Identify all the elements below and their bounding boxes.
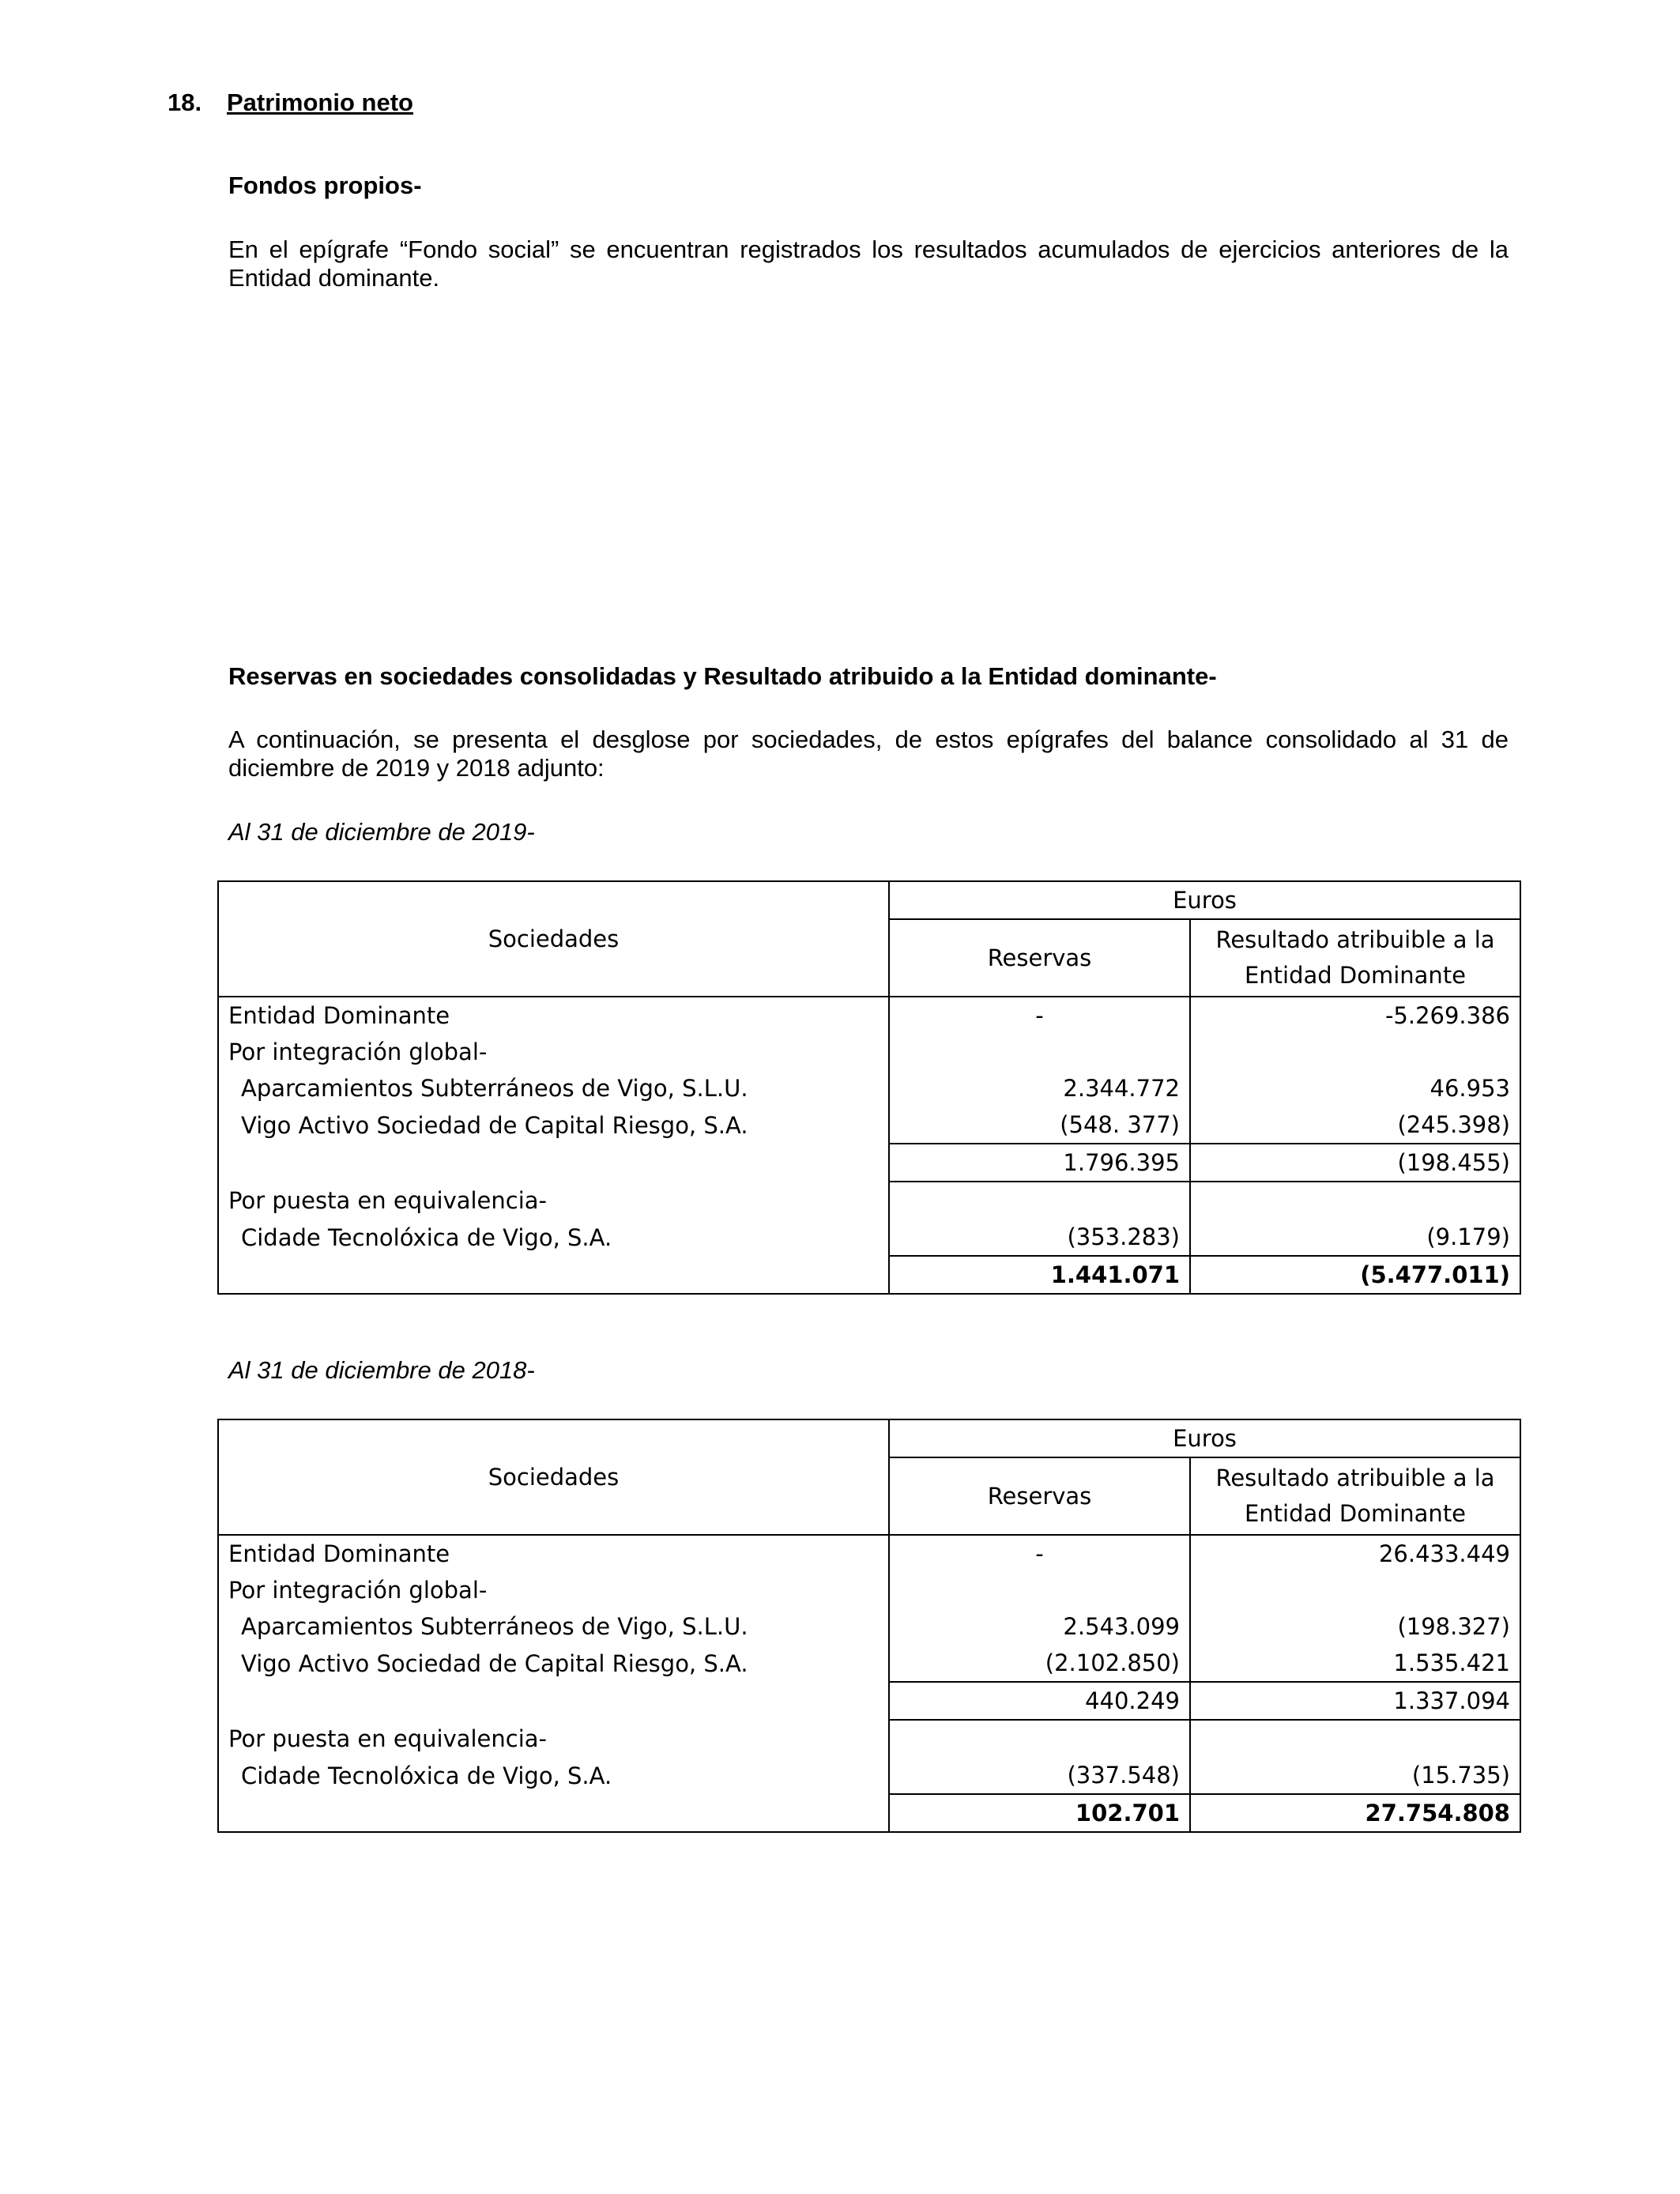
row-resultado: 1.535.421 bbox=[1190, 1645, 1520, 1682]
section-number: 18. bbox=[168, 89, 202, 116]
table-2019 bbox=[217, 880, 1521, 1295]
section-title-text: Patrimonio neto bbox=[227, 89, 413, 116]
col-header-euros: Euros bbox=[889, 881, 1520, 919]
table-row bbox=[218, 1608, 1520, 1645]
table-row bbox=[218, 1106, 1520, 1144]
table-row bbox=[218, 1070, 1520, 1106]
reservas-line-1: A continuación, se presenta el desglose por sociedades, de estos epígrafes del balance consolidado al 31 de bbox=[228, 726, 1509, 753]
row-resultado: 46.953 bbox=[1190, 1070, 1520, 1106]
total-reservas: 102.701 bbox=[889, 1794, 1190, 1832]
row-label: Por integración global- bbox=[218, 1034, 889, 1070]
table-2019-caption: Al 31 de diciembre de 2019- bbox=[228, 818, 535, 846]
row-reservas: (337.548) bbox=[889, 1757, 1190, 1794]
row-label: Por puesta en equivalencia- bbox=[218, 1720, 889, 1757]
subtotal-reservas: 440.249 bbox=[889, 1682, 1190, 1720]
subtotal-resultado: 1.337.094 bbox=[1190, 1682, 1520, 1720]
subtotal-resultado: (198.455) bbox=[1190, 1144, 1520, 1182]
col-header-sociedades: Sociedades bbox=[218, 881, 889, 997]
row-label: Entidad Dominante bbox=[218, 997, 889, 1034]
col-header-resultado: Resultado atribuible a la Entidad Dominante bbox=[1190, 1457, 1520, 1535]
fondos-line-2: Entidad dominante. bbox=[228, 264, 440, 292]
row-reservas: - bbox=[889, 1535, 1190, 1572]
col-header-resultado: Resultado atribuible a la Entidad Dominante bbox=[1190, 919, 1520, 997]
subtotal-row bbox=[218, 1682, 1520, 1720]
total-row bbox=[218, 1794, 1520, 1832]
fondos-paragraph bbox=[228, 236, 1509, 292]
table-row bbox=[218, 1757, 1520, 1794]
table-row bbox=[218, 1219, 1520, 1256]
row-resultado: (245.398) bbox=[1190, 1106, 1520, 1144]
row-label: Por puesta en equivalencia- bbox=[218, 1182, 889, 1219]
table-row bbox=[218, 997, 1520, 1034]
total-reservas: 1.441.071 bbox=[889, 1256, 1190, 1294]
total-row bbox=[218, 1256, 1520, 1294]
reservas-paragraph bbox=[228, 726, 1509, 782]
table-row bbox=[218, 1572, 1520, 1608]
col-header-euros: Euros bbox=[889, 1419, 1520, 1457]
row-label: Entidad Dominante bbox=[218, 1535, 889, 1572]
header-row bbox=[218, 1419, 1520, 1457]
row-label: Vigo Activo Sociedad de Capital Riesgo, S.A. bbox=[218, 1106, 889, 1144]
row-resultado: 26.433.449 bbox=[1190, 1535, 1520, 1572]
row-label: Cidade Tecnolóxica de Vigo, S.A. bbox=[218, 1219, 889, 1256]
row-reservas: (2.102.850) bbox=[889, 1645, 1190, 1682]
row-reservas: (353.283) bbox=[889, 1219, 1190, 1256]
row-reservas: 2.543.099 bbox=[889, 1608, 1190, 1645]
table-row bbox=[218, 1034, 1520, 1070]
section-title bbox=[168, 89, 413, 117]
fondos-line-1: En el epígrafe “Fondo social” se encuentran registrados los resultados acumulados de ejercicios anteriores de la bbox=[228, 236, 1509, 263]
row-resultado: -5.269.386 bbox=[1190, 997, 1520, 1034]
row-label: Aparcamientos Subterráneos de Vigo, S.L.U. bbox=[218, 1608, 889, 1645]
row-reservas: - bbox=[889, 997, 1190, 1034]
total-resultado: 27.754.808 bbox=[1190, 1794, 1520, 1832]
fondos-heading: Fondos propios- bbox=[228, 172, 422, 199]
row-resultado: (15.735) bbox=[1190, 1757, 1520, 1794]
row-resultado: (198.327) bbox=[1190, 1608, 1520, 1645]
row-label: Cidade Tecnolóxica de Vigo, S.A. bbox=[218, 1757, 889, 1794]
row-label: Aparcamientos Subterráneos de Vigo, S.L.U. bbox=[218, 1070, 889, 1106]
subtotal-row bbox=[218, 1144, 1520, 1182]
col-header-reservas: Reservas bbox=[889, 1457, 1190, 1535]
row-reservas: (548. 377) bbox=[889, 1106, 1190, 1144]
row-label: Vigo Activo Sociedad de Capital Riesgo, S.A. bbox=[218, 1645, 889, 1682]
table-row bbox=[218, 1535, 1520, 1572]
row-reservas: 2.344.772 bbox=[889, 1070, 1190, 1106]
reservas-line-2: diciembre de 2019 y 2018 adjunto: bbox=[228, 754, 605, 782]
table-row bbox=[218, 1645, 1520, 1682]
table-2018-caption: Al 31 de diciembre de 2018- bbox=[228, 1356, 535, 1384]
table-2018 bbox=[217, 1419, 1521, 1833]
table-row bbox=[218, 1720, 1520, 1757]
table-row bbox=[218, 1182, 1520, 1219]
total-resultado: (5.477.011) bbox=[1190, 1256, 1520, 1294]
header-row bbox=[218, 881, 1520, 919]
col-header-sociedades: Sociedades bbox=[218, 1419, 889, 1535]
reservas-heading: Reservas en sociedades consolidadas y Resultado atribuido a la Entidad dominante- bbox=[228, 662, 1217, 690]
row-resultado: (9.179) bbox=[1190, 1219, 1520, 1256]
col-header-reservas: Reservas bbox=[889, 919, 1190, 997]
row-label: Por integración global- bbox=[218, 1572, 889, 1608]
subtotal-reservas: 1.796.395 bbox=[889, 1144, 1190, 1182]
